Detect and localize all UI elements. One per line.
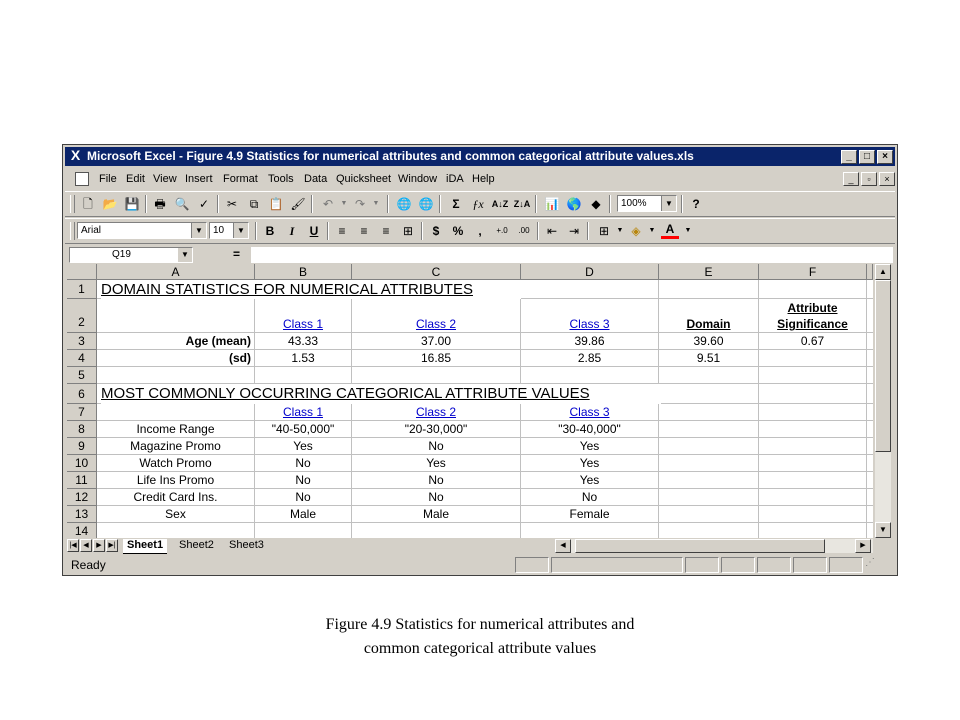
worksheet-grid[interactable] xyxy=(67,264,873,538)
cell-a6[interactable]: MOST COMMONLY OCCURRING CATEGORICAL ATTRIBUTE VALUES xyxy=(101,384,661,404)
font-select[interactable] xyxy=(77,222,207,239)
cell-a10[interactable]: Watch Promo xyxy=(139,456,212,470)
chevron-down-icon[interactable]: ▼ xyxy=(661,196,676,211)
horizontal-scroll-thumb[interactable] xyxy=(575,539,825,553)
doc-minimize-icon[interactable]: _ xyxy=(843,172,859,186)
close-icon[interactable]: × xyxy=(877,150,893,164)
separator xyxy=(421,222,423,240)
cut-icon[interactable]: ✂ xyxy=(226,197,238,211)
status-panel xyxy=(551,557,683,573)
horizontal-scrollbar[interactable] xyxy=(555,539,873,553)
italic-icon[interactable]: I xyxy=(289,224,295,238)
cell-b8[interactable]: "40-50,000" xyxy=(271,422,335,436)
workbook-icon[interactable] xyxy=(75,172,89,186)
menu-view[interactable]: View xyxy=(153,173,177,185)
cell-a9[interactable]: Magazine Promo xyxy=(130,439,221,453)
font-size-value: 10 xyxy=(213,225,225,236)
cell-b2[interactable]: Class 1 xyxy=(282,317,323,331)
name-box[interactable] xyxy=(69,247,193,263)
status-bar xyxy=(65,556,895,574)
separator xyxy=(327,222,329,240)
column-header-c[interactable]: C xyxy=(352,264,521,280)
merge-center-icon[interactable]: ⊞ xyxy=(402,224,414,238)
menu-file[interactable]: File xyxy=(99,173,117,185)
menu-bar xyxy=(65,169,895,189)
decrease-decimal-icon[interactable]: .00 xyxy=(518,226,530,235)
align-right-icon[interactable]: ≡ xyxy=(382,224,390,238)
comma-icon[interactable]: , xyxy=(478,224,482,238)
separator xyxy=(255,222,257,240)
first-sheet-icon[interactable]: |◀ xyxy=(67,539,79,552)
separator xyxy=(609,195,611,213)
save-icon[interactable]: 💾 xyxy=(124,197,140,211)
zoom-value: 100% xyxy=(621,198,647,209)
row-header[interactable]: 7 xyxy=(67,404,97,421)
percent-icon[interactable]: % xyxy=(452,224,464,238)
scroll-thumb[interactable] xyxy=(875,280,891,452)
cell-e2[interactable]: Domain xyxy=(686,317,731,331)
cell-b9[interactable]: Yes xyxy=(293,439,313,453)
formula-bar xyxy=(65,246,895,264)
redo-dropdown-icon[interactable]: ▼ xyxy=(372,200,380,207)
status-panel xyxy=(793,557,827,573)
separator xyxy=(387,195,389,213)
font-color-dropdown-icon[interactable]: ▼ xyxy=(684,227,692,234)
function-icon[interactable]: ƒx xyxy=(472,197,484,211)
standard-toolbar xyxy=(65,191,895,217)
cell-a11[interactable]: Life Ins Promo xyxy=(136,473,215,487)
format-painter-icon[interactable]: 🖌 xyxy=(290,197,306,211)
separator xyxy=(217,195,219,213)
doc-close-icon[interactable]: × xyxy=(879,172,895,186)
increase-indent-icon[interactable]: ⇥ xyxy=(568,224,580,238)
row-header[interactable]: 5 xyxy=(67,367,97,384)
cell-f2-line2[interactable]: Significance xyxy=(777,317,848,331)
sort-ascending-icon[interactable]: A↓Z xyxy=(491,199,509,209)
font-size-select[interactable] xyxy=(209,222,249,239)
row-header[interactable]: 6 xyxy=(67,384,97,404)
name-box-value: Q19 xyxy=(112,249,131,260)
column-header-b[interactable]: B xyxy=(255,264,352,280)
cell-a4[interactable]: (sd) xyxy=(229,351,251,365)
toolbar-grip[interactable] xyxy=(70,222,75,240)
cell-d13[interactable]: Female xyxy=(569,507,610,521)
map-icon[interactable]: 🌎 xyxy=(566,197,582,211)
cell-d9[interactable]: Yes xyxy=(579,439,600,453)
row-header[interactable]: 9 xyxy=(67,438,97,455)
cell-b3[interactable]: 43.33 xyxy=(287,334,319,348)
cell-d2[interactable]: Class 3 xyxy=(569,317,610,331)
edit-formula-button[interactable]: = xyxy=(233,247,241,261)
column-header-f[interactable]: F xyxy=(759,264,867,280)
column-header-a[interactable]: A xyxy=(97,264,255,280)
row-header[interactable]: 4 xyxy=(67,350,97,367)
fill-color-icon[interactable]: ◈ xyxy=(631,224,641,238)
font-color-icon[interactable]: A xyxy=(661,222,679,239)
last-sheet-icon[interactable]: ▶| xyxy=(106,539,118,552)
zoom-select[interactable] xyxy=(617,195,677,212)
decrease-indent-icon[interactable]: ⇤ xyxy=(546,224,558,238)
print-icon[interactable]: 🖶 xyxy=(154,197,166,211)
cell-d11[interactable]: Yes xyxy=(579,473,600,487)
row-header[interactable]: 13 xyxy=(67,506,97,523)
tab-sheet2[interactable]: Sheet2 xyxy=(179,539,214,551)
tab-sheet1[interactable]: Sheet1 xyxy=(123,539,167,554)
gridline xyxy=(866,280,867,538)
cell-c8[interactable]: "20-30,000" xyxy=(404,422,468,436)
spelling-icon[interactable]: ✓ xyxy=(198,197,210,211)
figure-caption: Figure 4.9 Statistics for numerical attributes and common categorical attribute values xyxy=(325,616,635,657)
cell-c12[interactable]: No xyxy=(428,490,444,504)
open-icon[interactable]: 📂 xyxy=(102,197,118,211)
cell-a12[interactable]: Credit Card Ins. xyxy=(133,490,218,504)
print-preview-icon[interactable]: 🔍 xyxy=(174,197,190,211)
cell-a8[interactable]: Income Range xyxy=(136,422,215,436)
cell-b10[interactable]: No xyxy=(295,456,311,470)
cell-a13[interactable]: Sex xyxy=(165,507,186,521)
web-toolbar-icon[interactable]: 🌐 xyxy=(418,197,434,211)
row-header[interactable]: 11 xyxy=(67,472,97,489)
cell-b11[interactable]: No xyxy=(295,473,311,487)
cell-f3[interactable]: 0.67 xyxy=(800,334,825,348)
cell-d12[interactable]: No xyxy=(581,490,598,504)
cell-b4[interactable]: 1.53 xyxy=(291,351,315,365)
status-panel xyxy=(685,557,719,573)
cell-a3[interactable]: Age (mean) xyxy=(185,334,251,348)
menu-edit[interactable]: Edit xyxy=(126,173,145,185)
title-bar xyxy=(65,147,895,166)
menu-tools[interactable]: Tools xyxy=(268,173,294,185)
next-sheet-icon[interactable]: ▶ xyxy=(93,539,105,552)
bold-icon[interactable]: B xyxy=(265,224,275,238)
hyperlink-icon[interactable]: 🌐 xyxy=(396,197,412,211)
redo-icon[interactable]: ↷ xyxy=(354,197,366,211)
cell-c7[interactable]: Class 2 xyxy=(415,405,456,419)
drawing-icon[interactable]: ◆ xyxy=(591,197,601,211)
column-header-e[interactable]: E xyxy=(659,264,759,280)
menu-insert[interactable]: Insert xyxy=(185,173,213,185)
status-panel xyxy=(757,557,791,573)
scroll-left-icon[interactable]: ◀ xyxy=(555,539,571,553)
font-value: Arial xyxy=(81,225,102,236)
excel-icon[interactable]: X xyxy=(70,147,81,163)
cell-d4[interactable]: 2.85 xyxy=(577,351,602,365)
paste-icon[interactable]: 📋 xyxy=(268,197,284,211)
cell-c4[interactable]: 16.85 xyxy=(420,351,452,365)
formatting-toolbar xyxy=(65,218,895,244)
chevron-down-icon[interactable]: ▼ xyxy=(178,248,192,262)
column-header-d[interactable]: D xyxy=(521,264,659,280)
doc-restore-icon[interactable]: ▫ xyxy=(861,172,877,186)
cell-d7[interactable]: Class 3 xyxy=(569,405,610,419)
scroll-up-icon[interactable]: ▲ xyxy=(875,264,891,280)
separator xyxy=(311,195,313,213)
separator xyxy=(145,195,147,213)
undo-icon[interactable]: ↶ xyxy=(322,197,334,211)
cell-d10[interactable]: Yes xyxy=(579,456,600,470)
window-title: Microsoft Excel - Figure 4.9 Statistics for numerical attributes and common categorical attribute values.xls xyxy=(87,149,694,163)
row-header[interactable]: 14 xyxy=(67,523,97,538)
status-panel xyxy=(721,557,755,573)
menu-help[interactable]: Help xyxy=(472,173,495,185)
new-icon[interactable]: 🗋 xyxy=(83,197,93,211)
status-panel xyxy=(515,557,549,573)
minimize-icon[interactable]: _ xyxy=(841,150,857,164)
cell-c2[interactable]: Class 2 xyxy=(415,317,456,331)
chart-wizard-icon[interactable]: 📊 xyxy=(544,197,560,211)
cell-c13[interactable]: Male xyxy=(422,507,449,521)
separator xyxy=(537,222,539,240)
row-header[interactable]: 1 xyxy=(67,280,97,299)
row-header[interactable]: 3 xyxy=(67,333,97,350)
cell-c9[interactable]: No xyxy=(428,439,444,453)
tab-sheet3[interactable]: Sheet3 xyxy=(229,539,264,551)
borders-icon[interactable]: ⊞ xyxy=(598,224,610,238)
undo-dropdown-icon[interactable]: ▼ xyxy=(340,200,348,207)
chevron-down-icon[interactable]: ▼ xyxy=(233,223,248,238)
cell-f2-line1[interactable]: Attribute xyxy=(787,301,838,315)
column-header-g[interactable] xyxy=(867,264,873,280)
increase-decimal-icon[interactable]: +.0 xyxy=(496,226,508,235)
resize-grip-icon[interactable]: ⋰ xyxy=(865,557,875,568)
row-header[interactable]: 10 xyxy=(67,455,97,472)
cell-c3[interactable]: 37.00 xyxy=(420,334,452,348)
align-left-icon[interactable]: ≡ xyxy=(338,224,346,238)
menu-window[interactable]: Window xyxy=(398,173,438,185)
sheet-tab-bar xyxy=(65,538,895,554)
sort-descending-icon[interactable]: Z↓A xyxy=(513,199,531,209)
autosum-icon[interactable]: Σ xyxy=(452,197,460,211)
cell-e4[interactable]: 9.51 xyxy=(696,351,721,365)
cell-a1[interactable]: DOMAIN STATISTICS FOR NUMERICAL ATTRIBUTES xyxy=(101,280,521,299)
separator xyxy=(681,195,683,213)
align-center-icon[interactable]: ≡ xyxy=(360,224,368,238)
row-header[interactable]: 12 xyxy=(67,489,97,506)
menu-format[interactable]: Format xyxy=(223,173,258,185)
fill-dropdown-icon[interactable]: ▼ xyxy=(648,227,656,234)
scroll-down-icon[interactable]: ▼ xyxy=(875,522,891,538)
toolbar-grip[interactable] xyxy=(70,195,75,213)
row-header[interactable]: 2 xyxy=(67,299,97,333)
menu-quicksheet[interactable]: Quicksheet xyxy=(336,173,392,185)
menu-data[interactable]: Data xyxy=(304,173,328,185)
separator xyxy=(587,222,589,240)
menu-ida[interactable]: iDA xyxy=(446,173,464,185)
formula-input[interactable] xyxy=(251,247,893,263)
status-text: Ready xyxy=(71,558,106,572)
prev-sheet-icon[interactable]: ◀ xyxy=(80,539,92,552)
chevron-down-icon[interactable]: ▼ xyxy=(191,223,206,238)
cell-d3[interactable]: 39.86 xyxy=(574,334,605,348)
cell-e3[interactable]: 39.60 xyxy=(693,334,724,348)
borders-dropdown-icon[interactable]: ▼ xyxy=(616,227,624,234)
vertical-scrollbar[interactable] xyxy=(875,264,891,538)
excel-window xyxy=(62,144,898,576)
status-panel xyxy=(829,557,863,573)
underline-icon[interactable]: U xyxy=(309,224,319,238)
cell-b13[interactable]: Male xyxy=(289,507,316,521)
cell-c11[interactable]: No xyxy=(428,473,444,487)
cell-d8[interactable]: "30-40,000" xyxy=(558,422,621,436)
help-icon[interactable]: ? xyxy=(692,197,700,211)
currency-icon[interactable]: $ xyxy=(432,224,440,238)
cell-b12[interactable]: No xyxy=(295,490,311,504)
copy-icon[interactable]: ⧉ xyxy=(249,197,259,211)
separator xyxy=(439,195,441,213)
row-header[interactable]: 8 xyxy=(67,421,97,438)
select-all-corner[interactable] xyxy=(67,264,97,280)
separator xyxy=(535,195,537,213)
cell-b7[interactable]: Class 1 xyxy=(282,405,323,419)
maximize-icon[interactable]: □ xyxy=(859,150,875,164)
cell-c10[interactable]: Yes xyxy=(426,456,446,470)
scroll-right-icon[interactable]: ▶ xyxy=(855,539,871,553)
